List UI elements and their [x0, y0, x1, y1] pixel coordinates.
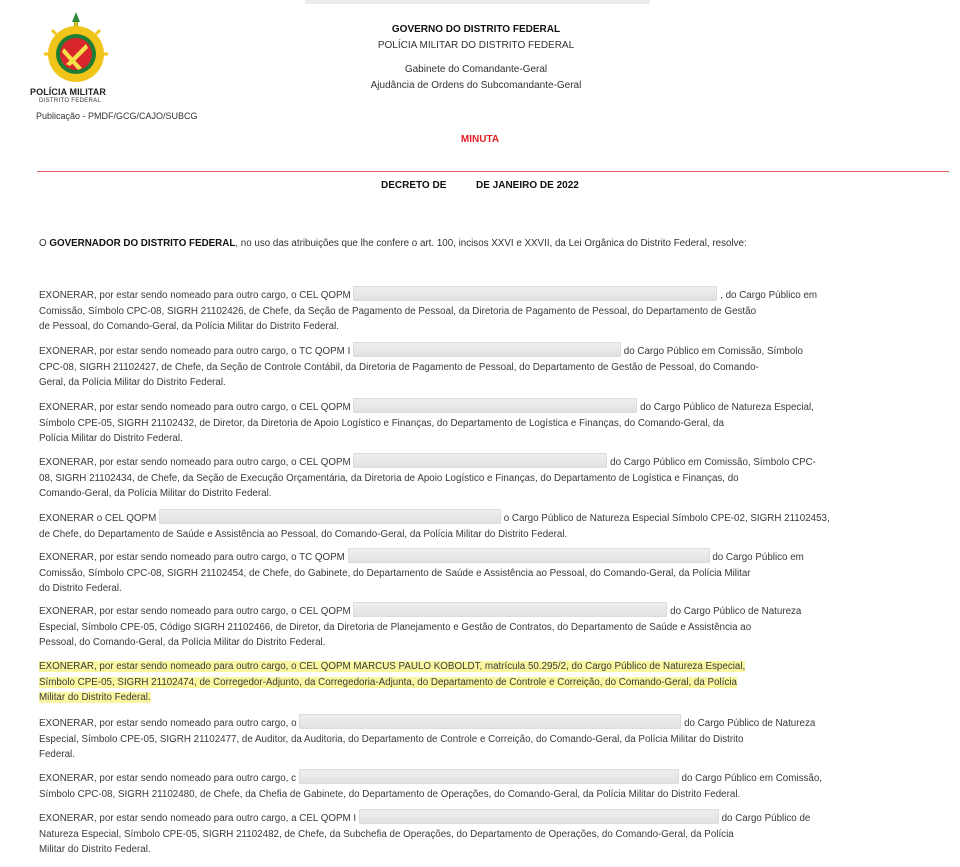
logo-subtitle: DISTRITO FEDERAL [39, 98, 102, 104]
decree-paragraph: EXONERAR, por estar sendo nomeado para outro cargo, o CEL QOPM do Cargo Público em Comissão, Símbolo CPC- 08, SIGRH 21102434, de Chefe, da Seção de Execução Orçamentária, da Diretoria de Apoio Logístico e Finanças, do Departamento de Logística e Finanças, do Comando-Geral, da Polícia Militar do Distrito Federal. [39, 453, 939, 502]
decree-paragraph-highlighted: EXONERAR, por estar sendo nomeado para outro cargo, o CEL QOPM MARCUS PAULO KOBOLDT, matrícula 50.295/2, do Cargo Público de Natureza Especial, Símbolo CPE-05, SIGRH 21102474, de Corregedor-Adjunto, da Corregedoria-Adjunta, do Departamento de Controle e Correição, do Comando-Geral, da Polícia Militar do Distrito Federal. [39, 661, 746, 703]
redacted-name [353, 342, 621, 357]
redacted-name [353, 398, 637, 413]
gov-title: GOVERNO DO DISTRITO FEDERAL [391, 24, 561, 35]
preamble: O GOVERNADOR DO DISTRITO FEDERAL, no uso das atribuições que lhe confere o art. 100, incisos XXVI e XXVII, da Lei Orgânica do Distrito Federal, resolve: [39, 238, 747, 249]
decree-paragraph: EXONERAR, por estar sendo nomeado para outro cargo, a CEL QOPM I do Cargo Público de Natureza Especial, Símbolo CPE-05, SIGRH 21102482, de Chefe, da Subchefia de Operações, do Departamento de Operações, do Comando-Geral, da Polícia Militar do Distrito Federal. [39, 809, 939, 858]
publication-ref: Publicação - PMDF/GCG/CAJO/SUBCG [36, 111, 198, 121]
redacted-name [353, 286, 717, 301]
pmdf-emblem-icon [40, 10, 112, 84]
governor-bold: GOVERNADOR DO DISTRITO FEDERAL [49, 238, 236, 249]
ajudancia-line: Ajudância de Ordens do Subcomandante-Geral [370, 80, 582, 91]
decree-paragraph: EXONERAR, por estar sendo nomeado para outro cargo, o CEL QOPM do Cargo Público de Natureza Especial, Símbolo CPE-05, Código SIGRH 21102466, de Diretor, da Diretoria de Planejamento e Gestão de Contratos, do Departamento de Saúde e Assistência ao Pessoal, do Comando-Geral, da Polícia Militar do Distrito Federal. [39, 602, 939, 651]
decree-title-b: DE JANEIRO DE 2022 [476, 180, 579, 191]
gabinete-line: Gabinete do Comandante-Geral [404, 64, 548, 75]
redacted-name [299, 769, 679, 784]
header-divider [37, 171, 949, 172]
draft-label: MINUTA [460, 134, 500, 145]
decree-paragraph: EXONERAR, por estar sendo nomeado para outro cargo, o TC QOPM I do Cargo Público em Comissão, Símbolo CPC-08, SIGRH 21102427, de Chefe, da Seção de Controle Contábil, da Diretoria de Pagamento de Pessoal, do Departamento de Gestão de Pessoal, do Comando- Geral, da Polícia Militar do Distrito Federal. [39, 342, 939, 391]
redacted-name [299, 714, 681, 729]
decree-paragraph: EXONERAR, por estar sendo nomeado para outro cargo, o CEL QOPM do Cargo Público de Natureza Especial, Símbolo CPE-05, SIGRH 21102432, de Diretor, da Diretoria de Apoio Logístico e Finanças, do Departamento de Logística e Finanças, do Comando-Geral, da Polícia Militar do Distrito Federal. [39, 398, 939, 447]
letterhead [300, 22, 652, 94]
decree-paragraph: EXONERAR, por estar sendo nomeado para outro cargo, o CEL QOPM , do Cargo Público em Comissão, Símbolo CPC-08, SIGRH 21102426, de Chefe, da Seção de Pagamento de Pessoal, da Diretoria de Pagamento de Pessoal, do Departamento de Gestão de Pessoal, do Comando-Geral, da Polícia Militar do Distrito Federal. [39, 286, 939, 335]
decree-paragraph: EXONERAR o CEL QOPM o Cargo Público de Natureza Especial Símbolo CPE-02, SIGRH 21102453, de Chefe, do Departamento de Saúde e Assistência ao Pessoal, do Comando-Geral, da Polícia Militar do Distrito Federal. [39, 509, 939, 542]
redacted-name [353, 453, 607, 468]
top-edge-strip [305, 0, 650, 4]
redacted-name [159, 509, 501, 524]
logo-title: POLÍCIA MILITAR [30, 87, 106, 97]
decree-title-a: DECRETO DE [381, 180, 447, 191]
police-title: POLÍCIA MILITAR DO DISTRITO FEDERAL [377, 40, 575, 51]
decree-paragraph: EXONERAR, por estar sendo nomeado para outro cargo, c do Cargo Público em Comissão, Símbolo CPC-08, SIGRH 21102480, de Chefe, da Chefia de Gabinete, do Departamento de Operações, do Comando-Geral, da Polícia Militar do Distrito Federal. [39, 769, 939, 802]
decree-paragraph: EXONERAR, por estar sendo nomeado para outro cargo, o do Cargo Público de Natureza Especial, Símbolo CPE-05, SIGRH 21102477, de Auditor, da Auditoria, do Departamento de Controle e Correição, do Comando-Geral, da Polícia Militar do Distrito Federal. [39, 714, 939, 763]
redacted-name [353, 602, 667, 617]
decree-paragraph: EXONERAR, por estar sendo nomeado para outro cargo, o TC QOPM do Cargo Público em Comissão, Símbolo CPC-08, SIGRH 21102454, de Chefe, do Gabinete, do Departamento de Saúde e Assistência ao Pessoal, do Comando-Geral, da Polícia Militar do Distrito Federal. [39, 548, 939, 597]
redacted-name [359, 809, 719, 824]
redacted-name [348, 548, 710, 563]
